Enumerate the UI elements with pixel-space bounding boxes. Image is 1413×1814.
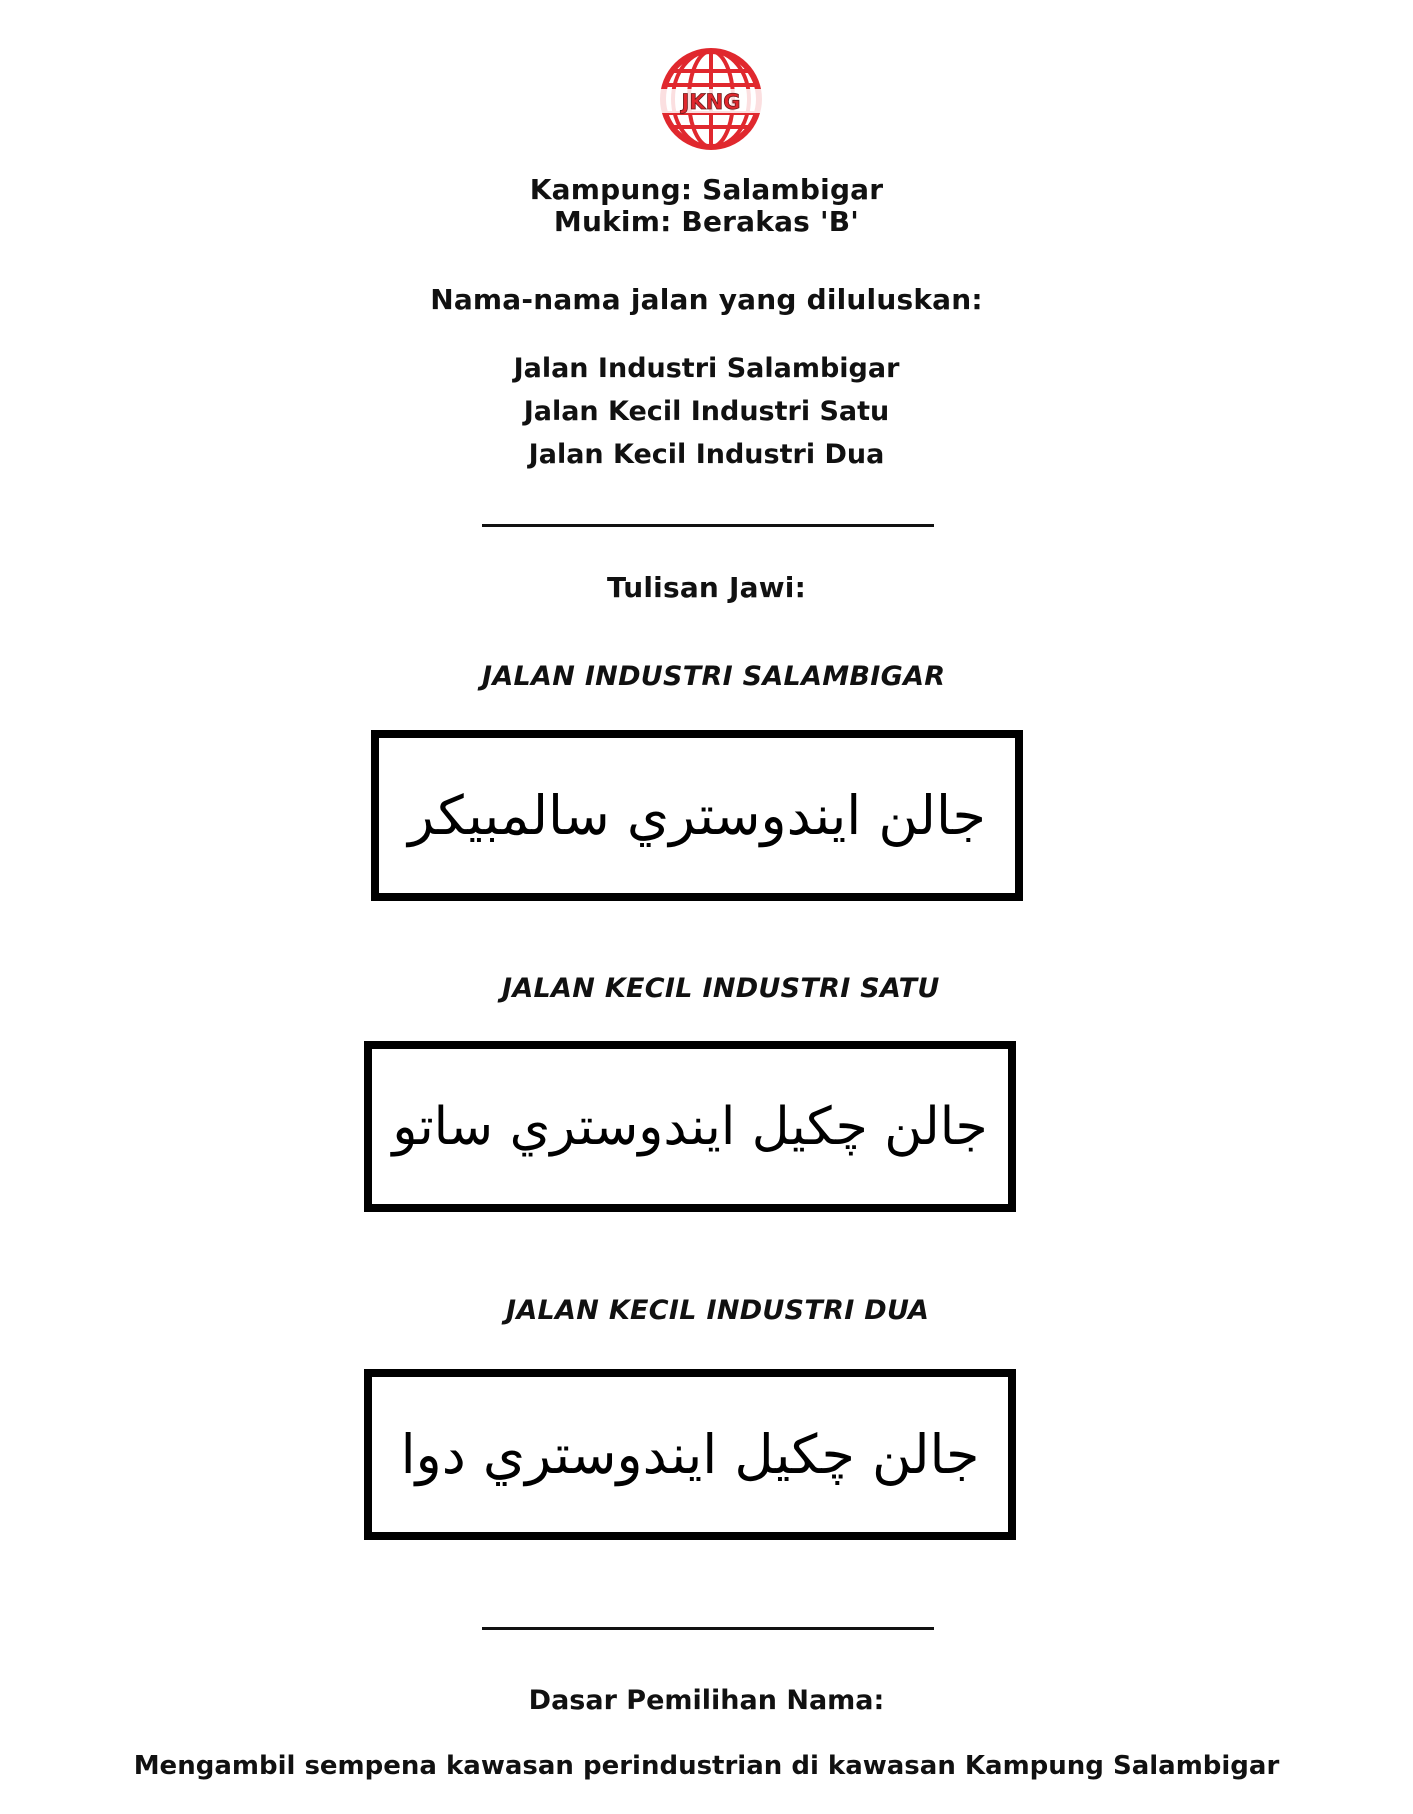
jkng-logo	[657, 45, 765, 153]
road-name: Jalan Kecil Industri Satu	[523, 396, 890, 427]
divider	[482, 524, 934, 527]
jawi-frame	[371, 730, 1023, 901]
jawi-frame	[364, 1369, 1016, 1540]
divider	[482, 1627, 934, 1630]
basis-text: Mengambil sempena kawasan perindustrian di kawasan Kampung Salambigar	[133, 1751, 1280, 1781]
kampung-line: Kampung: Salambigar	[529, 173, 884, 206]
jawi-label: JALAN KECIL INDUSTRI DUA	[506, 1295, 930, 1326]
road-list	[0, 347, 1413, 476]
jawi-frame	[364, 1041, 1016, 1212]
jawi-label: JALAN KECIL INDUSTRI SATU	[502, 973, 940, 1004]
approved-heading: Nama-nama jalan yang diluluskan:	[430, 283, 983, 316]
road-name: Jalan Industri Salambigar	[513, 353, 900, 384]
jawi-script: جالن ايندوستري سالمبيکر	[408, 784, 986, 847]
road-name: Jalan Kecil Industri Dua	[528, 439, 885, 470]
jawi-script: جالن چکيل ايندوستري ساتو	[392, 1096, 988, 1157]
logo-text: JKNG	[681, 90, 741, 114]
jawi-heading: Tulisan Jawi:	[607, 571, 806, 604]
globe-icon	[657, 45, 765, 153]
mukim-line: Mukim: Berakas 'B'	[553, 205, 860, 238]
jawi-script: جالن چکيل ايندوستري دوا	[400, 1423, 980, 1486]
basis-heading: Dasar Pemilihan Nama:	[528, 1685, 885, 1716]
jawi-label: JALAN INDUSTRI SALAMBIGAR	[482, 661, 946, 692]
